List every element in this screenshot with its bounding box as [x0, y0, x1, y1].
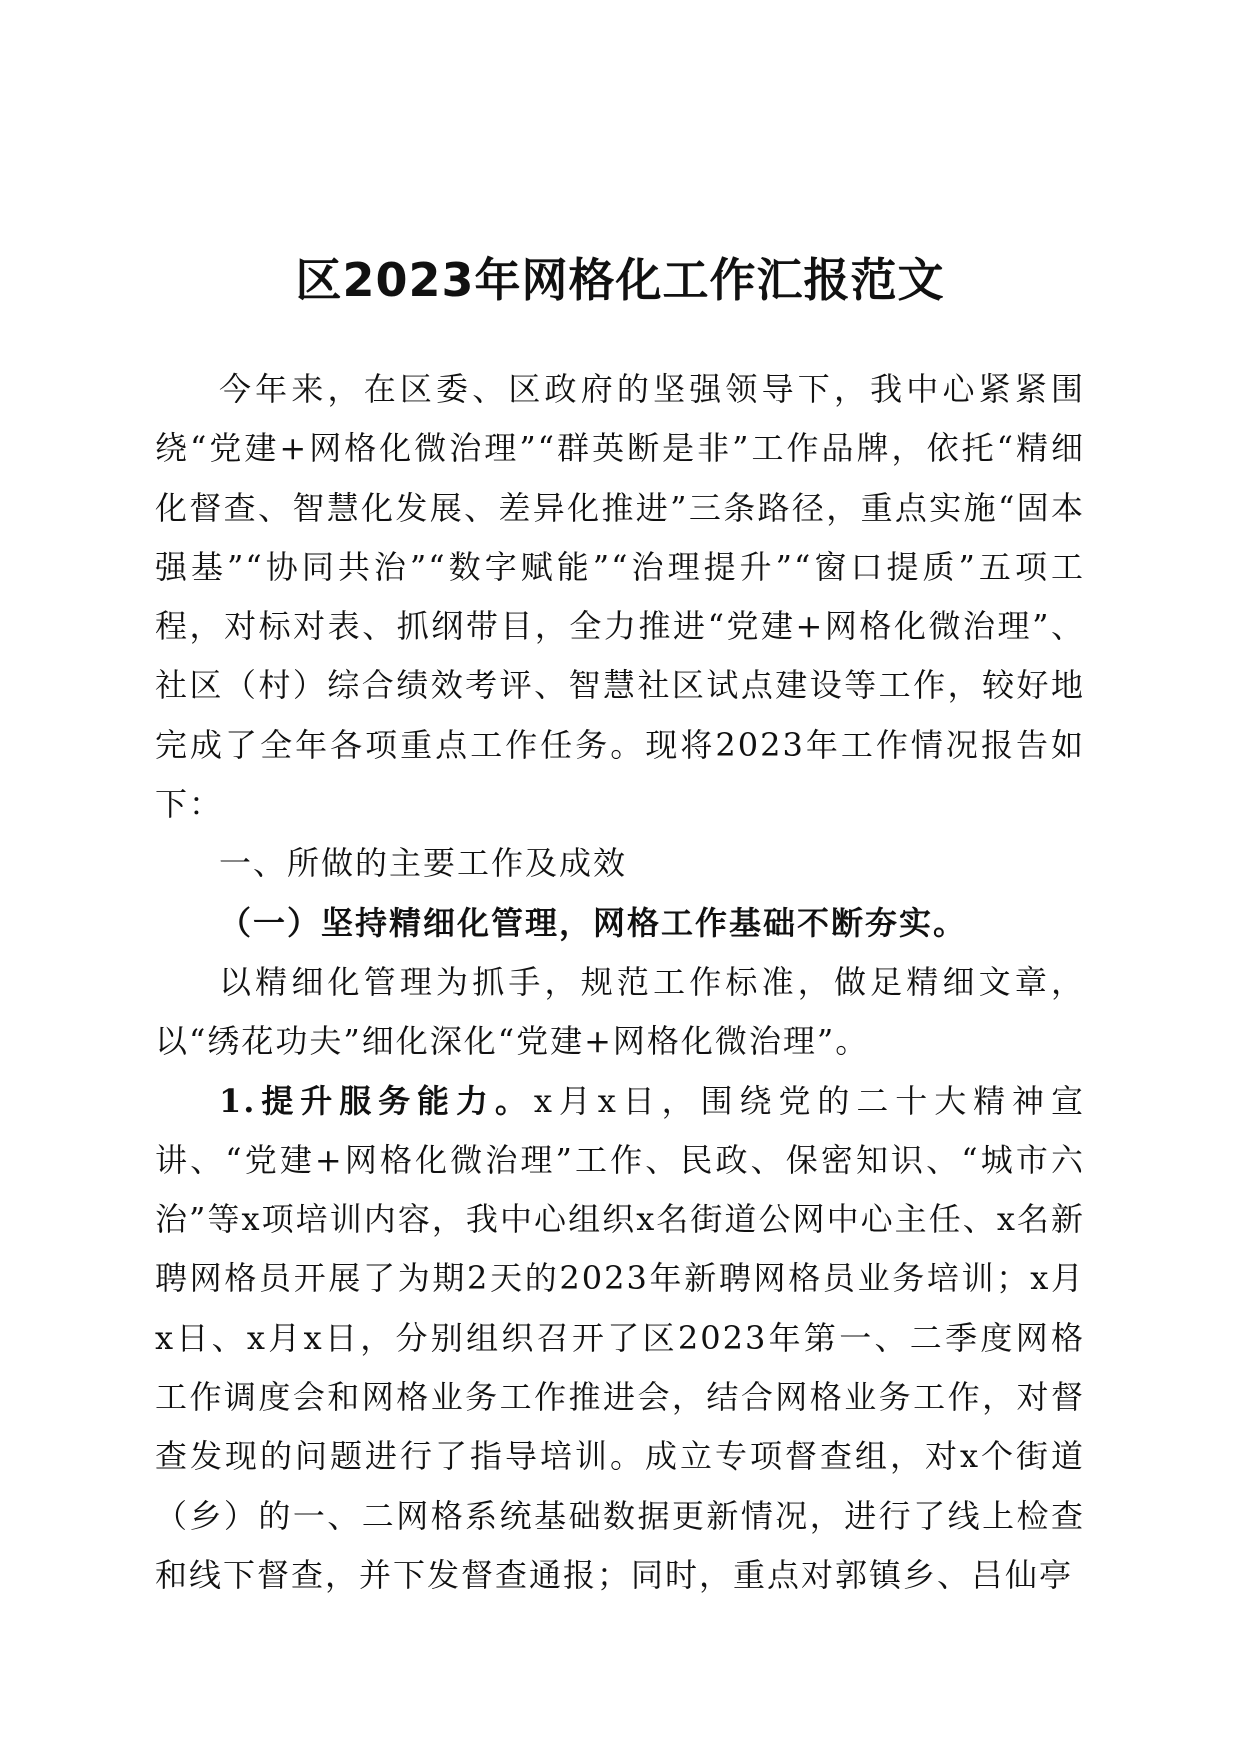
intro-paragraph: 今年来，在区委、区政府的坚强领导下，我中心紧紧围绕“党建+网格化微治理”“群英断是非”工作品牌，依托“精细化督查、智慧化发展、差异化推进”三条路径，重点实施“固本强基”“协同共治”“数字赋能”“治理提升”“窗口提质”五项工程，对标对表、抓纲带目，全力推进“党建+网格化微治理”、社区（村）综合绩效考评、智慧社区试点建设等工作，较好地完成了全年各项重点工作任务。现将2023年工作情况报告如下：	[155, 370, 1085, 824]
item-paragraph	[155, 1072, 1085, 1606]
subsection-intro-paragraph: 以精细化管理为抓手，规范工作标准，做足精细文章，以“绣花功夫”细化深化“党建+网格化微治理”。	[155, 962, 1085, 1061]
item-lead: 1.提升服务能力。	[219, 1081, 534, 1120]
document-title: 区2023年网格化工作汇报范文	[295, 253, 945, 307]
item-text: x月x日，围绕党的二十大精神宣讲、“党建+网格化微治理”工作、民政、保密知识、“城市六治”等x项培训内容，我中心组织x名街道公网中心主任、x名新聘网格员开展了为期2天的2023年新聘网格员业务培训；x月x日、x月x日，分别组织召开了区2023年第一、二季度网格工作调度会和网格业务工作推进会，结合网格业务工作，对督查发现的问题进行了指导培训。成立专项督查组，对x个街道（乡）的一、二网格系统基础数据更新情况，进行了线上检查和线下督查，并下发督查通报；同时，重点对郭镇乡、吕仙亭	[155, 1081, 1085, 1594]
subsection-heading: （一）坚持精细化管理，网格工作基础不断夯实。	[219, 903, 968, 942]
document-body	[155, 360, 1085, 1605]
section-heading: 一、所做的主要工作及成效	[219, 844, 628, 883]
